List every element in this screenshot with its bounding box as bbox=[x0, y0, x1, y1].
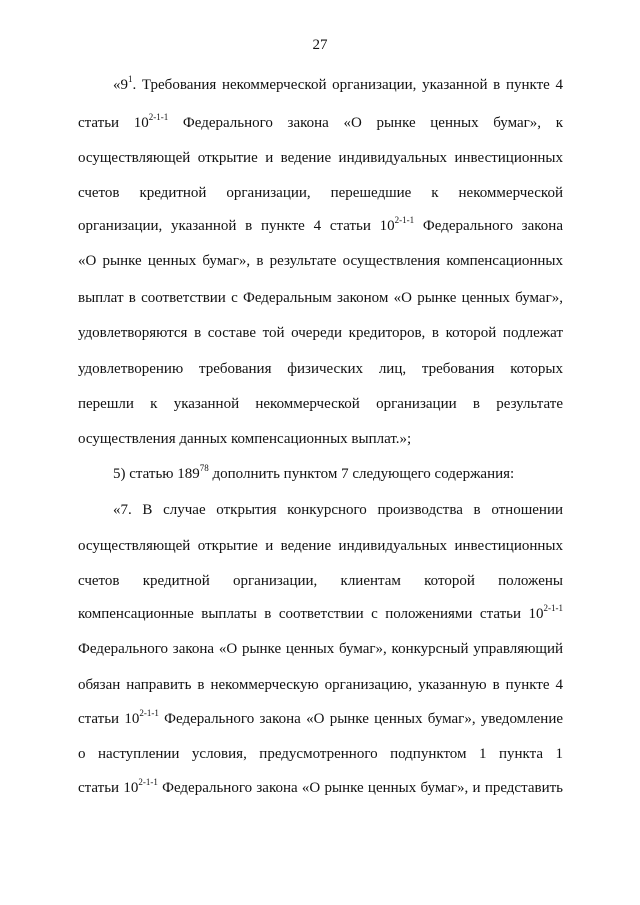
text-line: организации, указанной в пункте 4 статьи 10$^{2-1-1}$ Федерального закона bbox=[78, 215, 563, 234]
text-line: статьи 10$^{2-1-1}$ Федерального закона «О рынке ценных бумаг», уведомление bbox=[78, 708, 564, 727]
page-number: 27 bbox=[312, 37, 328, 53]
text-line: обязан направить в некоммерческую организацию, указанную в пункте 4 bbox=[78, 677, 563, 693]
text-line: перешли к указанной некоммерческой организации в результате bbox=[78, 396, 563, 412]
text-line: осуществляющей открытие и ведение индивидуальных инвестиционных bbox=[78, 538, 563, 554]
text-line: удовлетворению требования физических лиц, требования которых bbox=[78, 361, 563, 377]
text-line: компенсационные выплаты в соответствии с положениями статьи 10$^{2-1-1}$ bbox=[78, 603, 563, 622]
text-line: счетов кредитной организации, перешедшие к некоммерческой bbox=[78, 185, 563, 201]
text-line: «О рынке ценных бумаг», в результате осуществления компенсационных bbox=[78, 253, 563, 269]
text-line: статьи 10$^{2-1-1}$ Федерального закона «О рынке ценных бумаг», и представить bbox=[78, 777, 563, 796]
text-line: 5) статью $189^{78}$ дополнить пунктом 7 следующего содержания: bbox=[113, 463, 515, 482]
text-line: Федерального закона «О рынке ценных бумаг», конкурсный управляющий bbox=[78, 641, 563, 657]
text-line: «7. В случае открытия конкурсного производства в отношении bbox=[113, 502, 563, 518]
text-line: счетов кредитной организации, клиентам которой положены bbox=[78, 573, 563, 589]
text-line: осуществляющей открытие и ведение индивидуальных инвестиционных bbox=[78, 150, 563, 166]
text-line: статьи 10$^{2-1-1}$ Федерального закона «О рынке ценных бумаг», к bbox=[78, 112, 563, 131]
text-line: удовлетворяются в составе той очереди кредиторов, в которой подлежат bbox=[78, 325, 563, 341]
text-line: выплат в соответствии с Федеральным законом «О рынке ценных бумаг», bbox=[78, 290, 563, 306]
text-line: осуществления данных компенсационных выплат.»; bbox=[78, 431, 412, 447]
text-line: о наступлении условия, предусмотренного подпунктом 1 пункта 1 bbox=[78, 746, 563, 762]
text-line: «$9^1$. Требования некоммерческой организации, указанной в пункте 4 bbox=[113, 74, 563, 93]
